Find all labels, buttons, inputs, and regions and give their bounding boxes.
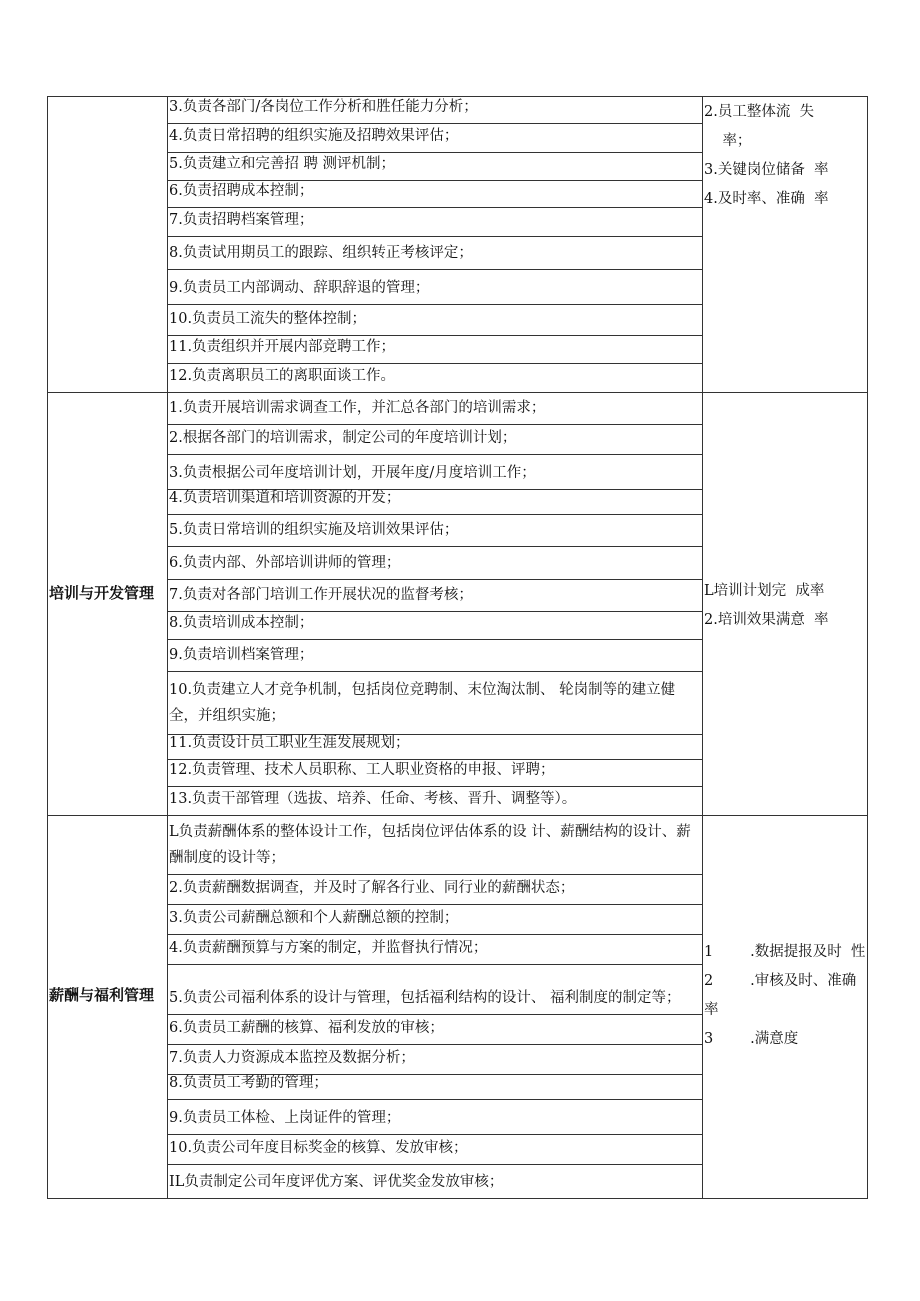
task-text: 6.负责员工薪酬的核算、福利发放的审核；: [169, 1020, 444, 1036]
task-text: 1.负责开展培训需求调查工作，并汇总各部门的培训需求；: [169, 400, 546, 416]
task-row: [167, 1100, 702, 1135]
task-row: [167, 612, 702, 640]
task-text: 7.负责招聘档案管理；: [169, 212, 314, 228]
task-row: [167, 875, 702, 905]
task-text: 2.根据各部门的培训需求，制定公司的年度培训计划；: [169, 430, 517, 446]
task-text: 13.负责干部管理（选拔、培养、任命、考核、晋升、调整等）。: [169, 791, 577, 807]
kpi-item: 4.及时率、准确 率: [704, 191, 829, 207]
task-row: [167, 1015, 702, 1045]
kpi-item: 2.培训效果满意 率: [704, 612, 829, 628]
task-row: [167, 208, 702, 237]
task-row: [167, 364, 702, 392]
task-text: 8.负责培训成本控制；: [169, 615, 314, 631]
task-text: 10.负责公司年度目标奖金的核算、发放审核；: [169, 1140, 468, 1156]
task-text: 9.负责培训档案管理；: [169, 647, 314, 663]
category-label: 薪酬与福利管理: [49, 986, 155, 1004]
kpi-item: L培训计划完 成率: [704, 583, 825, 599]
task-text: 9.负责员工内部调动、辞职辞退的管理；: [169, 280, 430, 296]
task-row: [167, 96, 702, 124]
task-row: [167, 905, 702, 935]
task-text: 12.负责离职员工的离职面谈工作。: [169, 368, 396, 384]
task-text: 11.负责组织并开展内部竞聘工作；: [169, 339, 396, 355]
task-text: 10.负责员工流失的整体控制；: [169, 311, 367, 327]
task-row: [167, 1075, 702, 1100]
task-text: 3.负责公司薪酬总额和个人薪酬总额的控制；: [169, 910, 459, 926]
kpi-item: 2.员工整体流 失: [704, 104, 815, 120]
category-label: 培训与开发管理: [49, 584, 155, 602]
task-row: [167, 787, 702, 815]
task-row: [167, 815, 702, 875]
task-row: [167, 640, 702, 672]
task-row: [167, 580, 702, 612]
kpi-cell: [703, 577, 867, 635]
task-row: [167, 1135, 702, 1165]
task-text: 11.负责设计员工职业生涯发展规划；: [169, 735, 410, 751]
task-text: 6.负责招聘成本控制；: [169, 183, 314, 199]
task-row: [167, 1165, 702, 1198]
kpi-cell: [703, 938, 867, 1054]
task-row: [167, 760, 702, 787]
task-row: [167, 336, 702, 364]
kpi-item: 率；: [704, 133, 752, 149]
kpi-item: 1 .数据提报及时 性: [704, 944, 866, 960]
task-row: [167, 237, 702, 270]
task-text: 5.负责建立和完善招 聘 测评机制；: [169, 156, 396, 172]
task-text: 9.负责员工体检、上岗证件的管理；: [169, 1110, 401, 1126]
kpi-cell: [703, 98, 867, 214]
task-text: 4.负责薪酬预算与方案的制定，并监督执行情况；: [169, 940, 488, 956]
task-text: 5.负责公司福利体系的设计与管理，包括福利结构的设计、 福利制度的制定等；: [169, 990, 681, 1006]
task-row: [167, 124, 702, 153]
task-text: L负责薪酬体系的整体设计工作，包括岗位评估体系的设 计、薪酬结构的设计、薪酬制度的设计等；: [169, 823, 691, 866]
task-text: 8.负责员工考勤的管理；: [169, 1075, 328, 1091]
task-text: 7.负责对各部门培训工作开展状况的监督考核；: [169, 587, 473, 603]
task-text: 8.负责试用期员工的跟踪、组织转正考核评定；: [169, 245, 473, 261]
task-row: [167, 965, 702, 1015]
task-text: 4.负责日常招聘的组织实施及招聘效果评估；: [169, 128, 459, 144]
task-text: 3.负责各部门/各岗位工作分析和胜任能力分析；: [169, 99, 478, 115]
task-row: [167, 547, 702, 580]
task-row: [167, 490, 702, 515]
kpi-item: 3.关键岗位储备 率: [704, 162, 829, 178]
task-row: [167, 672, 702, 735]
task-row: [167, 270, 702, 305]
task-text: 5.负责日常培训的组织实施及培训效果评估；: [169, 522, 459, 538]
task-row: [167, 935, 702, 965]
task-row: [167, 181, 702, 208]
task-row: [167, 392, 702, 425]
task-row: [167, 305, 702, 336]
task-text: 10.负责建立人才竞争机制，包括岗位竞聘制、末位淘汰制、 轮岗制等的建立健全，并组织实施；: [169, 682, 676, 724]
kpi-item: 2 .审核及时、准确 率: [704, 973, 866, 1018]
task-row: [167, 515, 702, 547]
task-row: [167, 153, 702, 181]
task-text: IL负责制定公司年度评优方案、评优奖金发放审核；: [169, 1174, 504, 1190]
task-row: [167, 425, 702, 455]
kpi-item: 3 .满意度: [704, 1031, 799, 1047]
task-text: 7.负责人力资源成本监控及数据分析；: [169, 1050, 415, 1066]
task-text: 4.负责培训渠道和培训资源的开发；: [169, 490, 401, 506]
task-text: 12.负责管理、技术人员职称、工人职业资格的申报、评聘；: [169, 762, 555, 778]
task-text: 2.负责薪酬数据调查，并及时了解各行业、同行业的薪酬状态；: [169, 880, 575, 896]
task-text: 3.负责根据公司年度培训计划，开展年度/月度培训工作；: [169, 465, 536, 481]
task-text: 6.负责内部、外部培训讲师的管理；: [169, 555, 401, 571]
